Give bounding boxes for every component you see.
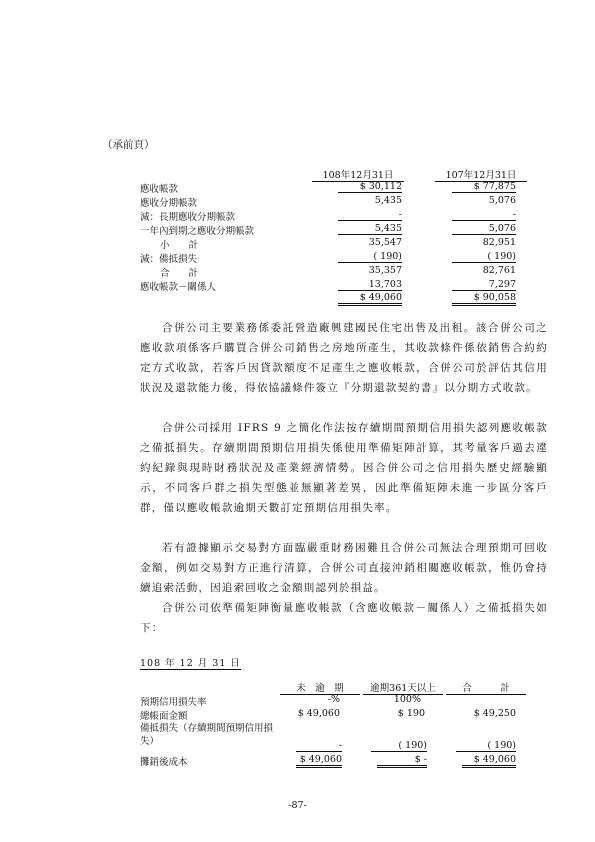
matrix-cell: ( 190) bbox=[456, 740, 516, 752]
matrix-cell: - bbox=[296, 740, 342, 752]
page-number: -87- bbox=[288, 800, 307, 811]
row-label: 應收帳款 bbox=[140, 184, 179, 195]
value-2018: 7,297 bbox=[452, 279, 516, 291]
matrix-cell: $ 49,060 bbox=[296, 754, 342, 768]
value-2018: 82,951 bbox=[482, 237, 516, 248]
paragraph-writeoff bbox=[140, 538, 548, 598]
paragraph-text: 合併公司採用 IFRS 9 之簡化作法按存續期間預期信用損失認列應收帳款之備抵損失。存續期間預期信用損失係使用準備矩陣計算，其考量客戶過去違約紀錄與現時財務狀況及產業經濟情勢。因合併公司之信用損失歷史經驗顯示，不同客戶群之損失型態並無顯著差異，因此準備矩陣未進一步區分客戶群，僅以應收帳款逾期天數訂定預期信用損失率。 bbox=[140, 422, 548, 514]
col-header-2018: 107年12月31日 bbox=[435, 167, 527, 182]
row-label: 減：長期應收分期帳款 bbox=[140, 212, 236, 223]
matrix-date-heading: 108 年 12 月 31 日 bbox=[140, 655, 241, 670]
value-2019: 5,435 bbox=[374, 195, 402, 206]
row-label: 小 計 bbox=[160, 240, 199, 251]
value-2018: 5,076 bbox=[488, 195, 516, 206]
row-label: 應收分期帳款 bbox=[140, 198, 198, 209]
matrix-row-label: 攤銷後成本 bbox=[140, 757, 188, 768]
matrix-cell: $ 49,250 bbox=[473, 708, 516, 719]
paragraph-text: 合併公司主要業務係委託營造廠興建國民住宅出售及出租。該合併公司之應收款項係客戶購買合併公司銷售之房地所產生，其收款條件係依銷售合約約定方式收款，若客戶因貸款額度不足產生之應收帳款，合併公司於評估其信用狀況及還款能力後，得依協議條件簽立『分期還款契約書』以分期方式收款。 bbox=[140, 322, 548, 394]
value-2019: 13,703 bbox=[338, 279, 402, 291]
matrix-header-overdue: 逾期361天以上 bbox=[363, 680, 443, 695]
matrix-cell: $ 49,060 bbox=[462, 754, 516, 768]
total-2018: $ 90,058 bbox=[452, 292, 516, 306]
paragraph-business bbox=[140, 318, 548, 398]
value-2019: $ 30,112 bbox=[338, 181, 402, 193]
matrix-cell: $ 49,060 bbox=[297, 708, 340, 719]
matrix-cell: $ - bbox=[377, 754, 427, 768]
matrix-row-label: 總帳面金額 bbox=[140, 711, 188, 722]
value-2018: 5,076 bbox=[452, 223, 516, 235]
paragraph-text: 合併公司依準備矩陣衡量應收帳款（含應收帳款－關係人）之備抵損失如下： bbox=[140, 602, 548, 634]
col-header-2019: 108年12月31日 bbox=[312, 167, 404, 182]
row-label: 合 計 bbox=[160, 268, 199, 279]
matrix-row-label: 預期信用損失率 bbox=[140, 697, 207, 708]
paragraph-ifrs9 bbox=[140, 418, 548, 518]
matrix-row-label: 備抵損失（存續期間預期信用損失） bbox=[140, 723, 274, 747]
matrix-cell: -% bbox=[327, 694, 340, 705]
matrix-cell: $ 190 bbox=[397, 708, 425, 719]
value-2018: - bbox=[452, 209, 516, 221]
value-2018: ( 190) bbox=[452, 251, 516, 263]
matrix-cell: 100% bbox=[393, 694, 421, 705]
value-2019: ( 190) bbox=[338, 251, 402, 263]
value-2019: 35,547 bbox=[368, 237, 402, 248]
value-2019: 35,357 bbox=[368, 265, 402, 276]
matrix-cell: ( 190) bbox=[371, 740, 427, 752]
row-label: 減：備抵損失 bbox=[140, 254, 198, 265]
continuation-label: （承前頁） bbox=[102, 139, 155, 151]
value-2018: $ 77,875 bbox=[452, 181, 516, 193]
total-2019: $ 49,060 bbox=[338, 292, 402, 306]
value-2019: - bbox=[338, 209, 402, 221]
row-label: 一年內到期之應收分期帳款 bbox=[140, 226, 255, 237]
value-2019: 5,435 bbox=[338, 223, 402, 235]
matrix-header-total: 合 計 bbox=[446, 680, 526, 695]
matrix-header-not-overdue: 未 逾 期 bbox=[280, 680, 360, 695]
paragraph-matrix-intro bbox=[140, 598, 548, 638]
row-label: 應收帳款－關係人 bbox=[140, 282, 217, 293]
value-2018: 82,761 bbox=[482, 265, 516, 276]
paragraph-text: 若有證據顯示交易對方面臨嚴重財務困難且合併公司無法合理預期可回收金額，例如交易對方正進行清算，合併公司直接沖銷相關應收帳款，惟仍會持續追索活動，因追索回收之金額則認列於損益。 bbox=[140, 542, 548, 594]
